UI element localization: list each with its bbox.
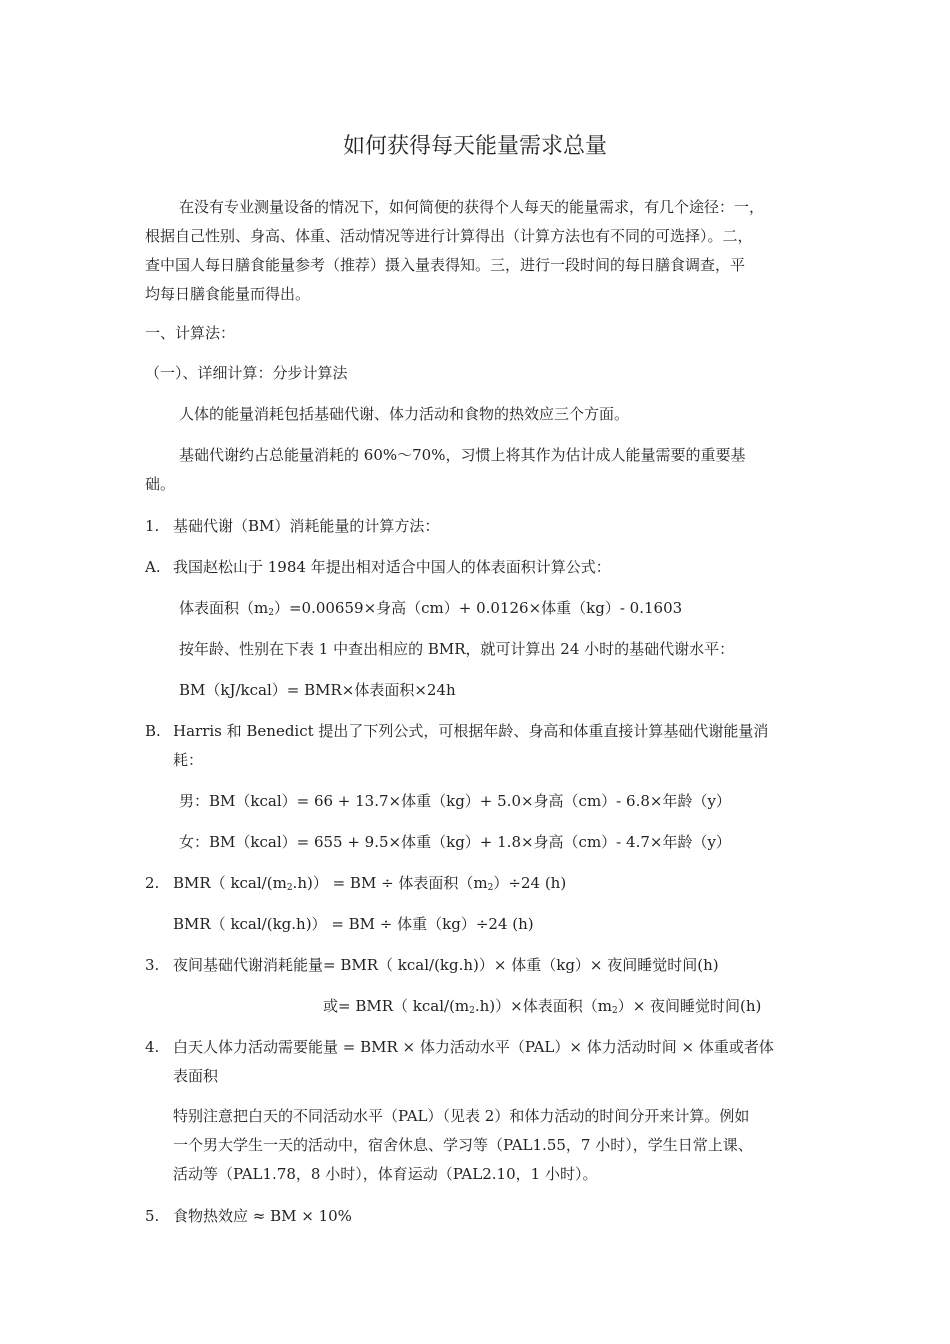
list-number: 5.: [145, 1207, 160, 1225]
subsection-heading: （一）、详细计算：分步计算法: [145, 364, 348, 382]
document-title: 如何获得每天能量需求总量: [342, 134, 607, 159]
list-number: 2.: [145, 874, 160, 892]
note-line: 一个男大学生一天的活动中，宿舍休息、学习等（PAL1.55，7 小时），学生日常上课、: [173, 1136, 753, 1154]
list-item-text: 白天人体力活动需要能量 = BMR × 体力活动水平（PAL）× 体力活动时间 × 体重或者体: [173, 1038, 774, 1056]
list-item-text: 表面积: [173, 1067, 219, 1085]
paragraph-line: 础。: [145, 475, 176, 493]
formula-female: 女：BM（kcal）= 655 + 9.5×体重（kg）+ 1.8×身高（cm）- 4.7×年龄（y）: [179, 833, 731, 851]
intro-line: 根据自己性别、身高、体重、活动情况等进行计算得出（计算方法也有不同的可选择）。二，: [145, 227, 753, 245]
formula-note: 按年龄、性别在下表 1 中查出相应的 BMR，就可计算出 24 小时的基础代谢水平：: [179, 640, 735, 658]
list-item-text: 基础代谢（BM）消耗能量的计算方法：: [173, 517, 440, 535]
note-line: 活动等（PAL1.78，8 小时），体育运动（PAL2.10，1 小时）。: [173, 1165, 598, 1183]
formula-bmr-weight: BMR（ kcal/(kg.h)） = BM ÷ 体重（kg）÷24 (h): [173, 915, 534, 933]
list-item-text: 耗：: [173, 751, 204, 769]
note-line: 特别注意把白天的不同活动水平（PAL）（见表 2）和体力活动的时间分开来计算。例如: [173, 1107, 750, 1125]
list-letter: A.: [145, 558, 161, 576]
list-item-text: Harris 和 Benedict 提出了下列公式，可根据年龄、身高和体重直接计算基础代谢能量消: [173, 722, 769, 740]
formula-bmr-surface: BMR（ kcal/$(m_2.h)$） = BM ÷ 体表面积$(m_2)\div 24$ (h): [173, 874, 567, 893]
formula-night-surface: 或= BMR（ kcal/$(m_2.h))\times$体表面积$(m_2)\times$ 夜间睡觉时间(h): [323, 997, 762, 1016]
list-item-text: 食物热效应 ≈ BM × 10%: [173, 1207, 352, 1225]
formula-body-surface: 体表面积$(m_2)=0.00659\times$身高（cm）+ 0.0126×体重（kg）- 0.1603: [179, 599, 683, 618]
formula-bm: BM（kJ/kcal）= BMR×体表面积×24h: [179, 681, 456, 699]
list-number: 3.: [145, 956, 160, 974]
list-item-text: 我国赵松山于 1984 年提出相对适合中国人的体表面积计算公式：: [173, 558, 611, 576]
intro-line: 在没有专业测量设备的情况下，如何简便的获得个人每天的能量需求，有几个途径：一，: [179, 198, 765, 216]
intro-line: 查中国人每日膳食能量参考（推荐）摄入量表得知。三，进行一段时间的每日膳食调查，平: [145, 256, 746, 274]
section-heading: 一、计算法：: [145, 324, 236, 342]
list-number: 4.: [145, 1038, 160, 1056]
paragraph: 人体的能量消耗包括基础代谢、体力活动和食物的热效应三个方面。: [179, 405, 630, 423]
list-number: 1.: [145, 517, 160, 535]
formula-male: 男：BM（kcal）= 66 + 13.7×体重（kg）+ 5.0×身高（cm）- 6.8×年龄（y）: [179, 792, 731, 810]
formula-night-weight: 夜间基础代谢消耗能量= BMR（ kcal/(kg.h)）× 体重（kg）× 夜间睡觉时间(h): [173, 956, 719, 974]
list-letter: B.: [145, 722, 161, 740]
intro-line: 均每日膳食能量而得出。: [145, 285, 311, 303]
paragraph-line: 基础代谢约占总能量消耗的 60%～70%，习惯上将其作为估计成人能量需要的重要基: [179, 446, 746, 464]
